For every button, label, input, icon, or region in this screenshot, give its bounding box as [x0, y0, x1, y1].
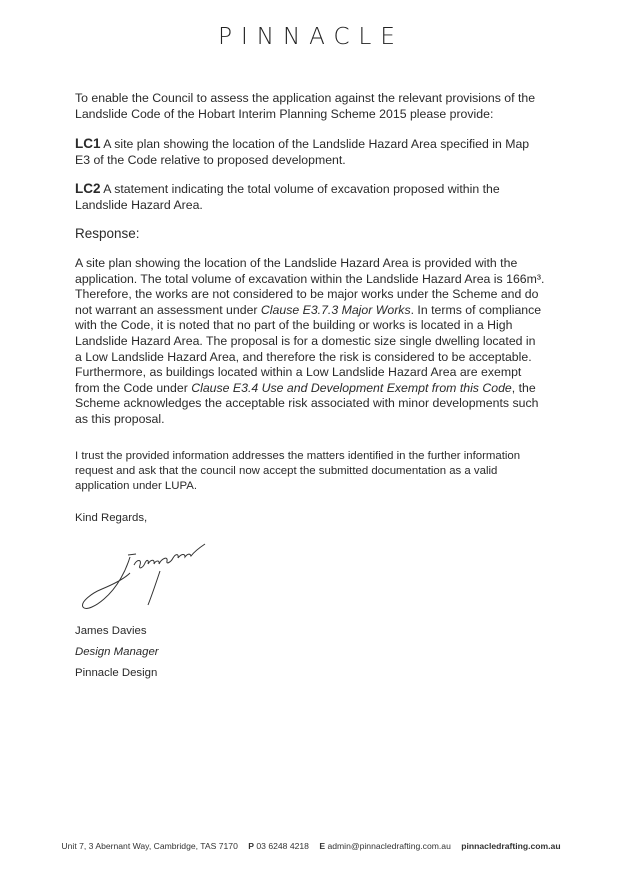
intro-paragraph: To enable the Council to assess the application against the relevant provisions of the Landslide Code of the Hobart Interim Planning Scheme 2015 please provide: — [75, 91, 536, 121]
item-label: LC1 — [75, 136, 101, 151]
footer-website: pinnacledrafting.com.au — [461, 841, 561, 851]
request-item-lc1 — [75, 136, 545, 168]
closing-paragraph: I trust the provided information addresses the matters identified in the further information request and ask that the council now accept the submitted documentation as a valid application under LUPA. — [75, 450, 521, 492]
sender-signoff — [75, 621, 545, 684]
response-text-3: , the Scheme acknowledges the acceptable risk associated with minor developments such as this proposal. — [75, 380, 539, 426]
footer-address: Unit 7, 3 Abernant Way, Cambridge, TAS 7170 — [61, 841, 238, 851]
clause-reference: Clause E3.7.3 Major Works — [260, 302, 411, 317]
footer-email: admin@pinnacledrafting.com.au — [327, 841, 451, 851]
sender-title: Design Manager — [75, 646, 159, 658]
email-label: E — [319, 841, 326, 851]
request-item-lc2 — [75, 181, 545, 213]
kind-regards: Kind Regards, — [75, 512, 148, 524]
response-text-2: . In terms of compliance with the Code, it is noted that no part of the building or works is located in a High Landslide Hazard Area. The proposal is for a domestic size single dwelling located in a Low Landslide Hazard Area, and therefore the risk is considered to be acceptable. Furthermore, as buildings located within a Low Landslide Hazard Area are exempt from the Code under — [75, 302, 542, 395]
clause-reference: Clause E3.4 Use and Development Exempt from this Code — [191, 380, 512, 395]
sender-name: James Davies — [75, 625, 147, 637]
company-logo: PINNACLE — [218, 24, 404, 50]
response-heading: Response: — [75, 226, 140, 241]
sender-company: Pinnacle Design — [75, 667, 158, 679]
signature — [78, 535, 218, 615]
phone-label: P — [248, 841, 254, 851]
item-text: A statement indicating the total volume of excavation proposed within the Landslide Hazard Area. — [75, 182, 500, 212]
item-text: A site plan showing the location of the Landslide Hazard Area specified in Map E3 of the Code relative to proposed development. — [75, 137, 530, 167]
response-text-1: A site plan showing the location of the Landslide Hazard Area is provided with the application. The total volume of excavation within the Landslide Hazard Area is 166m³. Therefore, the works are not considered to be major works under the Scheme and do not warrant an assessment under — [75, 256, 545, 317]
response-paragraph — [75, 256, 545, 428]
item-label: LC2 — [75, 181, 101, 196]
footer-phone: 03 6248 4218 — [256, 841, 309, 851]
letterhead-footer — [0, 841, 622, 851]
